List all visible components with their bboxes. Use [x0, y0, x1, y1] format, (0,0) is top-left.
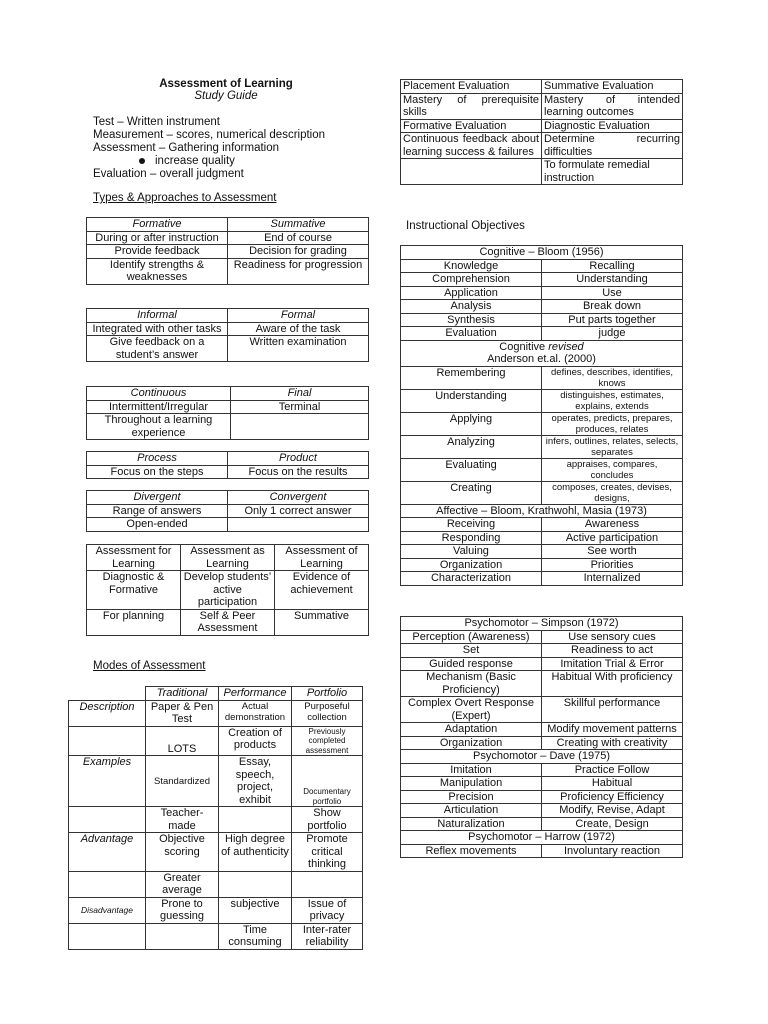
cell: Only 1 correct answer [228, 504, 369, 518]
affective-title: Affective – Bloom, Krathwohl, Masia (1973) [401, 504, 683, 518]
cell: To formulate remedial instruction [542, 159, 683, 185]
cell-placement: Placement Evaluation [401, 80, 542, 94]
th-formal: Formal [228, 309, 369, 323]
cell: Evaluating [401, 458, 542, 481]
revised-title-b: revised [548, 340, 584, 353]
formative-summative-table [86, 217, 369, 285]
page-subtitle: Study Guide [194, 90, 258, 102]
cell: Understanding [542, 273, 683, 287]
cell: Modify, Revise, Adapt [542, 804, 683, 818]
cell: Evidence of achievement [275, 571, 369, 610]
th-final: Final [231, 387, 369, 401]
cell: Teacher-made [146, 807, 219, 833]
cell: Mastery of prerequisite skills [401, 93, 542, 119]
title-block [90, 78, 362, 102]
cell: Valuing [401, 545, 542, 559]
psychomotor-simpson-title: Psychomotor – Simpson (1972) [401, 617, 683, 631]
modes-heading: Modes of Assessment [93, 660, 206, 672]
cell: Put parts together [542, 313, 683, 327]
th-assessment-of: Assessment of Learning [275, 545, 369, 571]
definition-evaluation: Evaluation – overall judgment [93, 168, 244, 180]
cell: Documentary portfolio [292, 756, 363, 807]
cell: Open-ended [87, 518, 228, 532]
cell: Complex Overt Response (Expert) [401, 697, 542, 723]
cell: Naturalization [401, 817, 542, 831]
cell: Break down [542, 300, 683, 314]
cell: High degree of authenticity [219, 833, 292, 872]
cell [219, 807, 292, 833]
cell: Give feedback on a student’s answer [87, 336, 228, 362]
cell: LOTS [146, 726, 219, 756]
cell: Decision for grading [228, 245, 369, 259]
cell: Perception (Awareness) [401, 630, 542, 644]
cell: Prone to guessing [146, 897, 219, 923]
cell: Receiving [401, 518, 542, 532]
cell: Evaluation [401, 327, 542, 341]
cell: Practice Follow [542, 763, 683, 777]
cell: See worth [542, 545, 683, 559]
cell [401, 159, 542, 185]
assessment-for-as-of-table [86, 544, 369, 636]
cell: Skillful performance [542, 697, 683, 723]
modes-table [68, 686, 363, 950]
definition-bullet [93, 155, 373, 168]
cell: Modify movement patterns [542, 723, 683, 737]
process-product-table [86, 451, 369, 479]
cell: Characterization [401, 572, 542, 586]
cell: During or after instruction [87, 231, 228, 245]
th-divergent: Divergent [87, 491, 228, 505]
cell: Promote critical thinking [292, 833, 363, 872]
th-process: Process [87, 452, 228, 466]
label-description: Description [69, 700, 146, 726]
cell: Set [401, 644, 542, 658]
cell: Recalling [542, 259, 683, 273]
label-examples: Examples [69, 756, 146, 807]
cell: Mechanism (Basic Proficiency) [401, 671, 542, 697]
cell [146, 923, 219, 949]
cognitive-revised-title [401, 340, 683, 366]
cell: operates, predicts, prepares, produces, relates [542, 412, 683, 435]
cell: Integrated with other tasks [87, 322, 228, 336]
th-formative: Formative [87, 218, 228, 232]
cell: Comprehension [401, 273, 542, 287]
cell-formative: Formative Evaluation [401, 119, 542, 133]
cell: Organization [401, 736, 542, 750]
cell: Creating [401, 481, 542, 504]
cell: Use [542, 286, 683, 300]
th-assessment-for: Assessment for Learning [87, 545, 181, 571]
th-product: Product [228, 452, 369, 466]
cell: Habitual [542, 777, 683, 791]
cell: Self & Peer Assessment [181, 609, 275, 635]
corner-cell [69, 687, 146, 701]
cell [292, 871, 363, 897]
bullet-icon [139, 158, 145, 164]
cell: Proficiency Efficiency [542, 790, 683, 804]
cell: infers, outlines, relates, selects, separates [542, 435, 683, 458]
cell [228, 518, 369, 532]
cell: Provide feedback [87, 245, 228, 259]
cell: Reflex movements [401, 844, 542, 858]
page-title: Assessment of Learning [159, 78, 293, 90]
psychomotor-table [400, 616, 683, 858]
cell: Imitation Trial & Error [542, 657, 683, 671]
cell: Throughout a learning experience [87, 414, 231, 440]
label-disadvantage: Disadvantage [69, 897, 146, 923]
types-heading: Types & Approaches to Assessment [93, 192, 277, 204]
cell: Guided response [401, 657, 542, 671]
definition-assessment: Assessment – Gathering information [93, 142, 280, 154]
cell: Understanding [401, 389, 542, 412]
label-advantage: Advantage [69, 833, 146, 872]
cell: Creation of products [219, 726, 292, 756]
cell-summative: Summative Evaluation [542, 80, 683, 94]
cell: Imitation [401, 763, 542, 777]
cell: Determine recurring difficulties [542, 133, 683, 159]
revised-title-c: Anderson et.al. (2000) [487, 353, 596, 365]
cell [231, 414, 369, 440]
informal-formal-table [86, 308, 369, 362]
cell: Paper & Pen Test [146, 700, 219, 726]
cell: Habitual With proficiency [542, 671, 683, 697]
cell: Develop students’ active participation [181, 571, 275, 610]
cell: Readiness to act [542, 644, 683, 658]
cell: Issue of privacy [292, 897, 363, 923]
cell: judge [542, 327, 683, 341]
cell: Adaptation [401, 723, 542, 737]
cell: subjective [219, 897, 292, 923]
cell: Identify strengths & weaknesses [87, 258, 228, 284]
definitions-list [93, 116, 373, 181]
cell: Organization [401, 558, 542, 572]
th-assessment-as: Assessment as Learning [181, 545, 275, 571]
cognitive-table [400, 245, 683, 586]
cell [69, 923, 146, 949]
th-informal: Informal [87, 309, 228, 323]
cell: Intermittent/Irregular [87, 400, 231, 414]
cell: Applying [401, 412, 542, 435]
cell: distinguishes, estimates, explains, extends [542, 389, 683, 412]
cell [69, 807, 146, 833]
th-convergent: Convergent [228, 491, 369, 505]
cell: Essay, speech, project, exhibit [219, 756, 292, 807]
cognitive-bloom-title: Cognitive – Bloom (1956) [401, 246, 683, 260]
cell: Knowledge [401, 259, 542, 273]
cell: Focus on the results [228, 465, 369, 479]
th-portfolio: Portfolio [292, 687, 363, 701]
cell: Continuous feedback about learning success & failures [401, 133, 542, 159]
cell: Readiness for progression [228, 258, 369, 284]
cell: Precision [401, 790, 542, 804]
cell: Creating with creativity [542, 736, 683, 750]
cell: Written examination [228, 336, 369, 362]
cell: Purposeful collection [292, 700, 363, 726]
objectives-heading: Instructional Objectives [406, 220, 525, 232]
cell: Terminal [231, 400, 369, 414]
cell: Mastery of intended learning outcomes [542, 93, 683, 119]
cell: Time consuming [219, 923, 292, 949]
cell: Remembering [401, 366, 542, 389]
th-continuous: Continuous [87, 387, 231, 401]
cell: defines, describes, identifies, knows [542, 366, 683, 389]
cell [219, 871, 292, 897]
cell: Analysis [401, 300, 542, 314]
cell: Show portfolio [292, 807, 363, 833]
cell: Greater average [146, 871, 219, 897]
revised-title-a: Cognitive [499, 340, 549, 353]
cell: Application [401, 286, 542, 300]
cell: composes, creates, devises, designs, [542, 481, 683, 504]
definition-test: Test – Written instrument [93, 116, 220, 128]
cell: Standardized [146, 756, 219, 807]
cell: Active participation [542, 531, 683, 545]
cell: Analyzing [401, 435, 542, 458]
cell: Focus on the steps [87, 465, 228, 479]
th-summative: Summative [228, 218, 369, 232]
definition-measurement: Measurement – scores, numerical description [93, 129, 326, 141]
cell-diagnostic: Diagnostic Evaluation [542, 119, 683, 133]
cell: For planning [87, 609, 181, 635]
cell: Previously completed assessment [292, 726, 363, 756]
th-performance: Performance [219, 687, 292, 701]
continuous-final-table [86, 386, 369, 440]
psychomotor-dave-title: Psychomotor – Dave (1975) [401, 750, 683, 764]
evaluation-table [400, 79, 683, 185]
cell: Responding [401, 531, 542, 545]
cell: Create, Design [542, 817, 683, 831]
cell [69, 726, 146, 756]
cell: Diagnostic & Formative [87, 571, 181, 610]
cell: Synthesis [401, 313, 542, 327]
cell: appraises, compares, concludes [542, 458, 683, 481]
cell: Priorities [542, 558, 683, 572]
cell: Range of answers [87, 504, 228, 518]
cell: End of course [228, 231, 369, 245]
cell: Inter-rater reliability [292, 923, 363, 949]
divergent-convergent-table [86, 490, 369, 532]
cell: Use sensory cues [542, 630, 683, 644]
cell: Internalized [542, 572, 683, 586]
cell: Awareness [542, 518, 683, 532]
bullet-text: increase quality [155, 155, 235, 167]
cell: Actual demonstration [219, 700, 292, 726]
cell: Involuntary reaction [542, 844, 683, 858]
psychomotor-harrow-title: Psychomotor – Harrow (1972) [401, 831, 683, 845]
cell [69, 871, 146, 897]
cell: Aware of the task [228, 322, 369, 336]
th-traditional: Traditional [146, 687, 219, 701]
cell: Objective scoring [146, 833, 219, 872]
cell: Articulation [401, 804, 542, 818]
cell: Manipulation [401, 777, 542, 791]
cell: Summative [275, 609, 369, 635]
